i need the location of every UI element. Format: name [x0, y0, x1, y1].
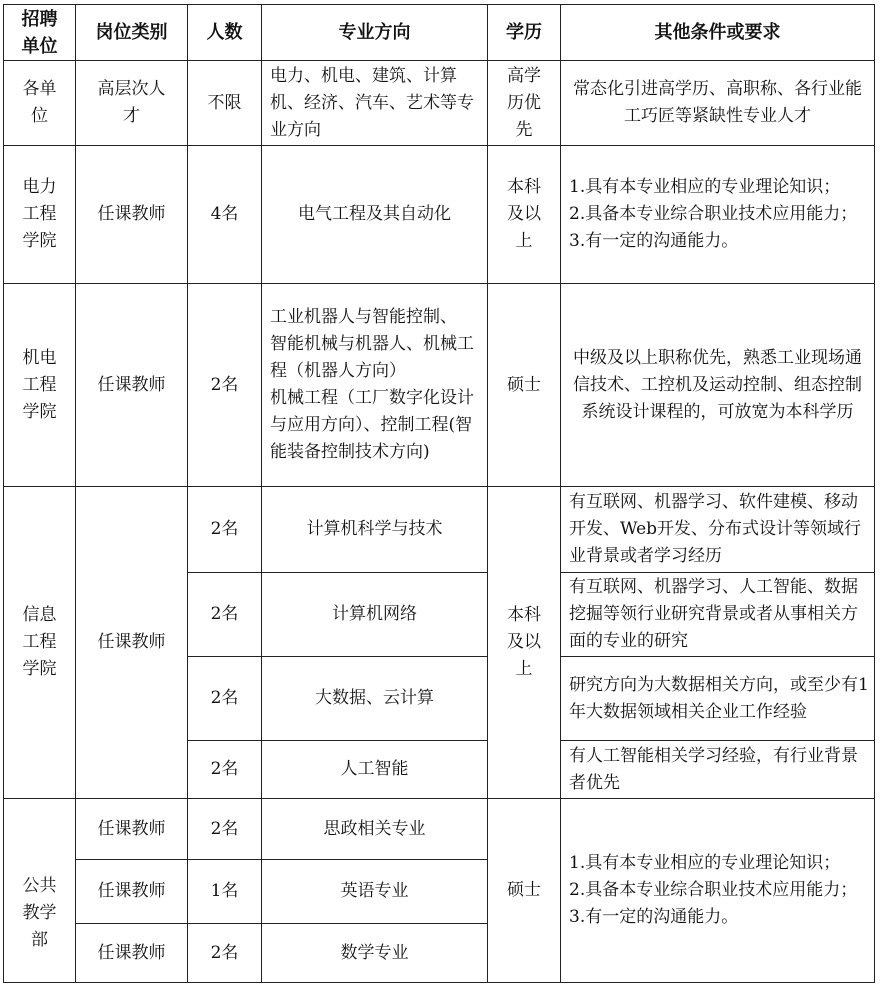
post-cell: 任课教师 — [76, 799, 188, 860]
row-mech-college — [4, 284, 875, 487]
other-cell — [561, 146, 875, 284]
header-count: 人数 — [188, 5, 262, 61]
count-cell: 2名 — [188, 487, 262, 573]
requirement-line: 1.具有本专业相应的专业理论知识； — [569, 853, 841, 873]
edu-cell: 高学历优先 — [488, 61, 561, 146]
count-cell: 2名 — [188, 924, 262, 983]
header-row — [4, 5, 875, 61]
other-cell: 中级及以上职称优先，熟悉工业现场通信技术、工控机及运动控制、组态控制系统设计课程的，可放宽为本科学历 — [561, 284, 875, 487]
major-cell: 电力、机电、建筑、计算机、经济、汽车、艺术等专业方向 — [262, 61, 488, 146]
post-cell: 任课教师 — [76, 924, 188, 983]
edu-cell: 本科及以上 — [488, 146, 561, 284]
header-post: 岗位类别 — [76, 5, 188, 61]
unit-cell: 信息工程学院 — [4, 487, 76, 799]
post-cell: 任课教师 — [76, 146, 188, 284]
requirement-line: 3.有一定的沟通能力。 — [569, 231, 739, 251]
other-cell: 有互联网、机器学习、人工智能、数据挖掘等领行业研究背景或者从事相关方面的专业的研究 — [561, 573, 875, 657]
requirement-line: 2.具备本专业综合职业技术应用能力； — [569, 204, 858, 224]
header-major: 专业方向 — [262, 5, 488, 61]
edu-cell: 本科及以上 — [488, 487, 561, 799]
requirement-line: 3.有一定的沟通能力。 — [569, 907, 739, 927]
unit-cell — [4, 799, 76, 983]
major-line: 智能机械与机器人、机械工程（机器人方向） — [270, 334, 474, 381]
post-cell: 任课教师 — [76, 487, 188, 799]
count-cell: 1名 — [188, 860, 262, 924]
other-cell: 有人工智能相关学习经验，有行业背景者优先 — [561, 741, 875, 799]
count-cell: 4名 — [188, 146, 262, 284]
requirement-line: 2.具备本专业综合职业技术应用能力； — [569, 880, 858, 900]
count-cell: 2名 — [188, 284, 262, 487]
major-cell: 人工智能 — [262, 741, 488, 799]
other-cell: 研究方向为大数据相关方向，或至少有1年大数据领域相关企业工作经验 — [561, 657, 875, 741]
header-other: 其他条件或要求 — [561, 5, 875, 61]
major-cell — [262, 284, 488, 487]
major-cell: 计算机科学与技术 — [262, 487, 488, 573]
major-cell: 大数据、云计算 — [262, 657, 488, 741]
row-power-college — [4, 146, 875, 284]
major-cell: 思政相关专业 — [262, 799, 488, 860]
major-cell: 英语专业 — [262, 860, 488, 924]
header-edu: 学历 — [488, 5, 561, 61]
post-cell: 高层次人才 — [76, 61, 188, 146]
post-cell: 任课教师 — [76, 860, 188, 924]
major-cell: 计算机网络 — [262, 573, 488, 657]
unit-text: 公共教学部 — [22, 876, 57, 950]
recruitment-table — [3, 4, 875, 983]
major-cell: 电气工程及其自动化 — [262, 146, 488, 284]
count-cell: 不限 — [188, 61, 262, 146]
major-cell: 数学专业 — [262, 924, 488, 983]
other-cell: 常态化引进高学历、高职称、各行业能工巧匠等紧缺性专业人才 — [561, 61, 875, 146]
header-unit: 招聘单位 — [4, 5, 76, 61]
count-cell: 2名 — [188, 799, 262, 860]
unit-cell: 各单位 — [4, 61, 76, 146]
unit-cell: 机电工程学院 — [4, 284, 76, 487]
major-line: 工业机器人与智能控制、 — [270, 307, 457, 327]
edu-cell: 硕士 — [488, 799, 561, 983]
post-cell: 任课教师 — [76, 284, 188, 487]
edu-cell: 硕士 — [488, 284, 561, 487]
row-info-item-1 — [4, 487, 875, 573]
major-line: 机械工程（工厂数字化设计与应用方向）、控制工程(智能装备控制技术方向) — [270, 388, 474, 462]
unit-cell: 电力工程学院 — [4, 146, 76, 284]
row-all-units — [4, 61, 875, 146]
count-cell: 2名 — [188, 657, 262, 741]
count-cell: 2名 — [188, 741, 262, 799]
other-cell — [561, 799, 875, 983]
count-cell: 2名 — [188, 573, 262, 657]
requirement-line: 1.具有本专业相应的专业理论知识； — [569, 177, 841, 197]
other-cell: 有互联网、机器学习、软件建模、移动开发、Web开发、分布式设计等领域行业背景或者学习经历 — [561, 487, 875, 573]
row-public-item-1 — [4, 799, 875, 860]
